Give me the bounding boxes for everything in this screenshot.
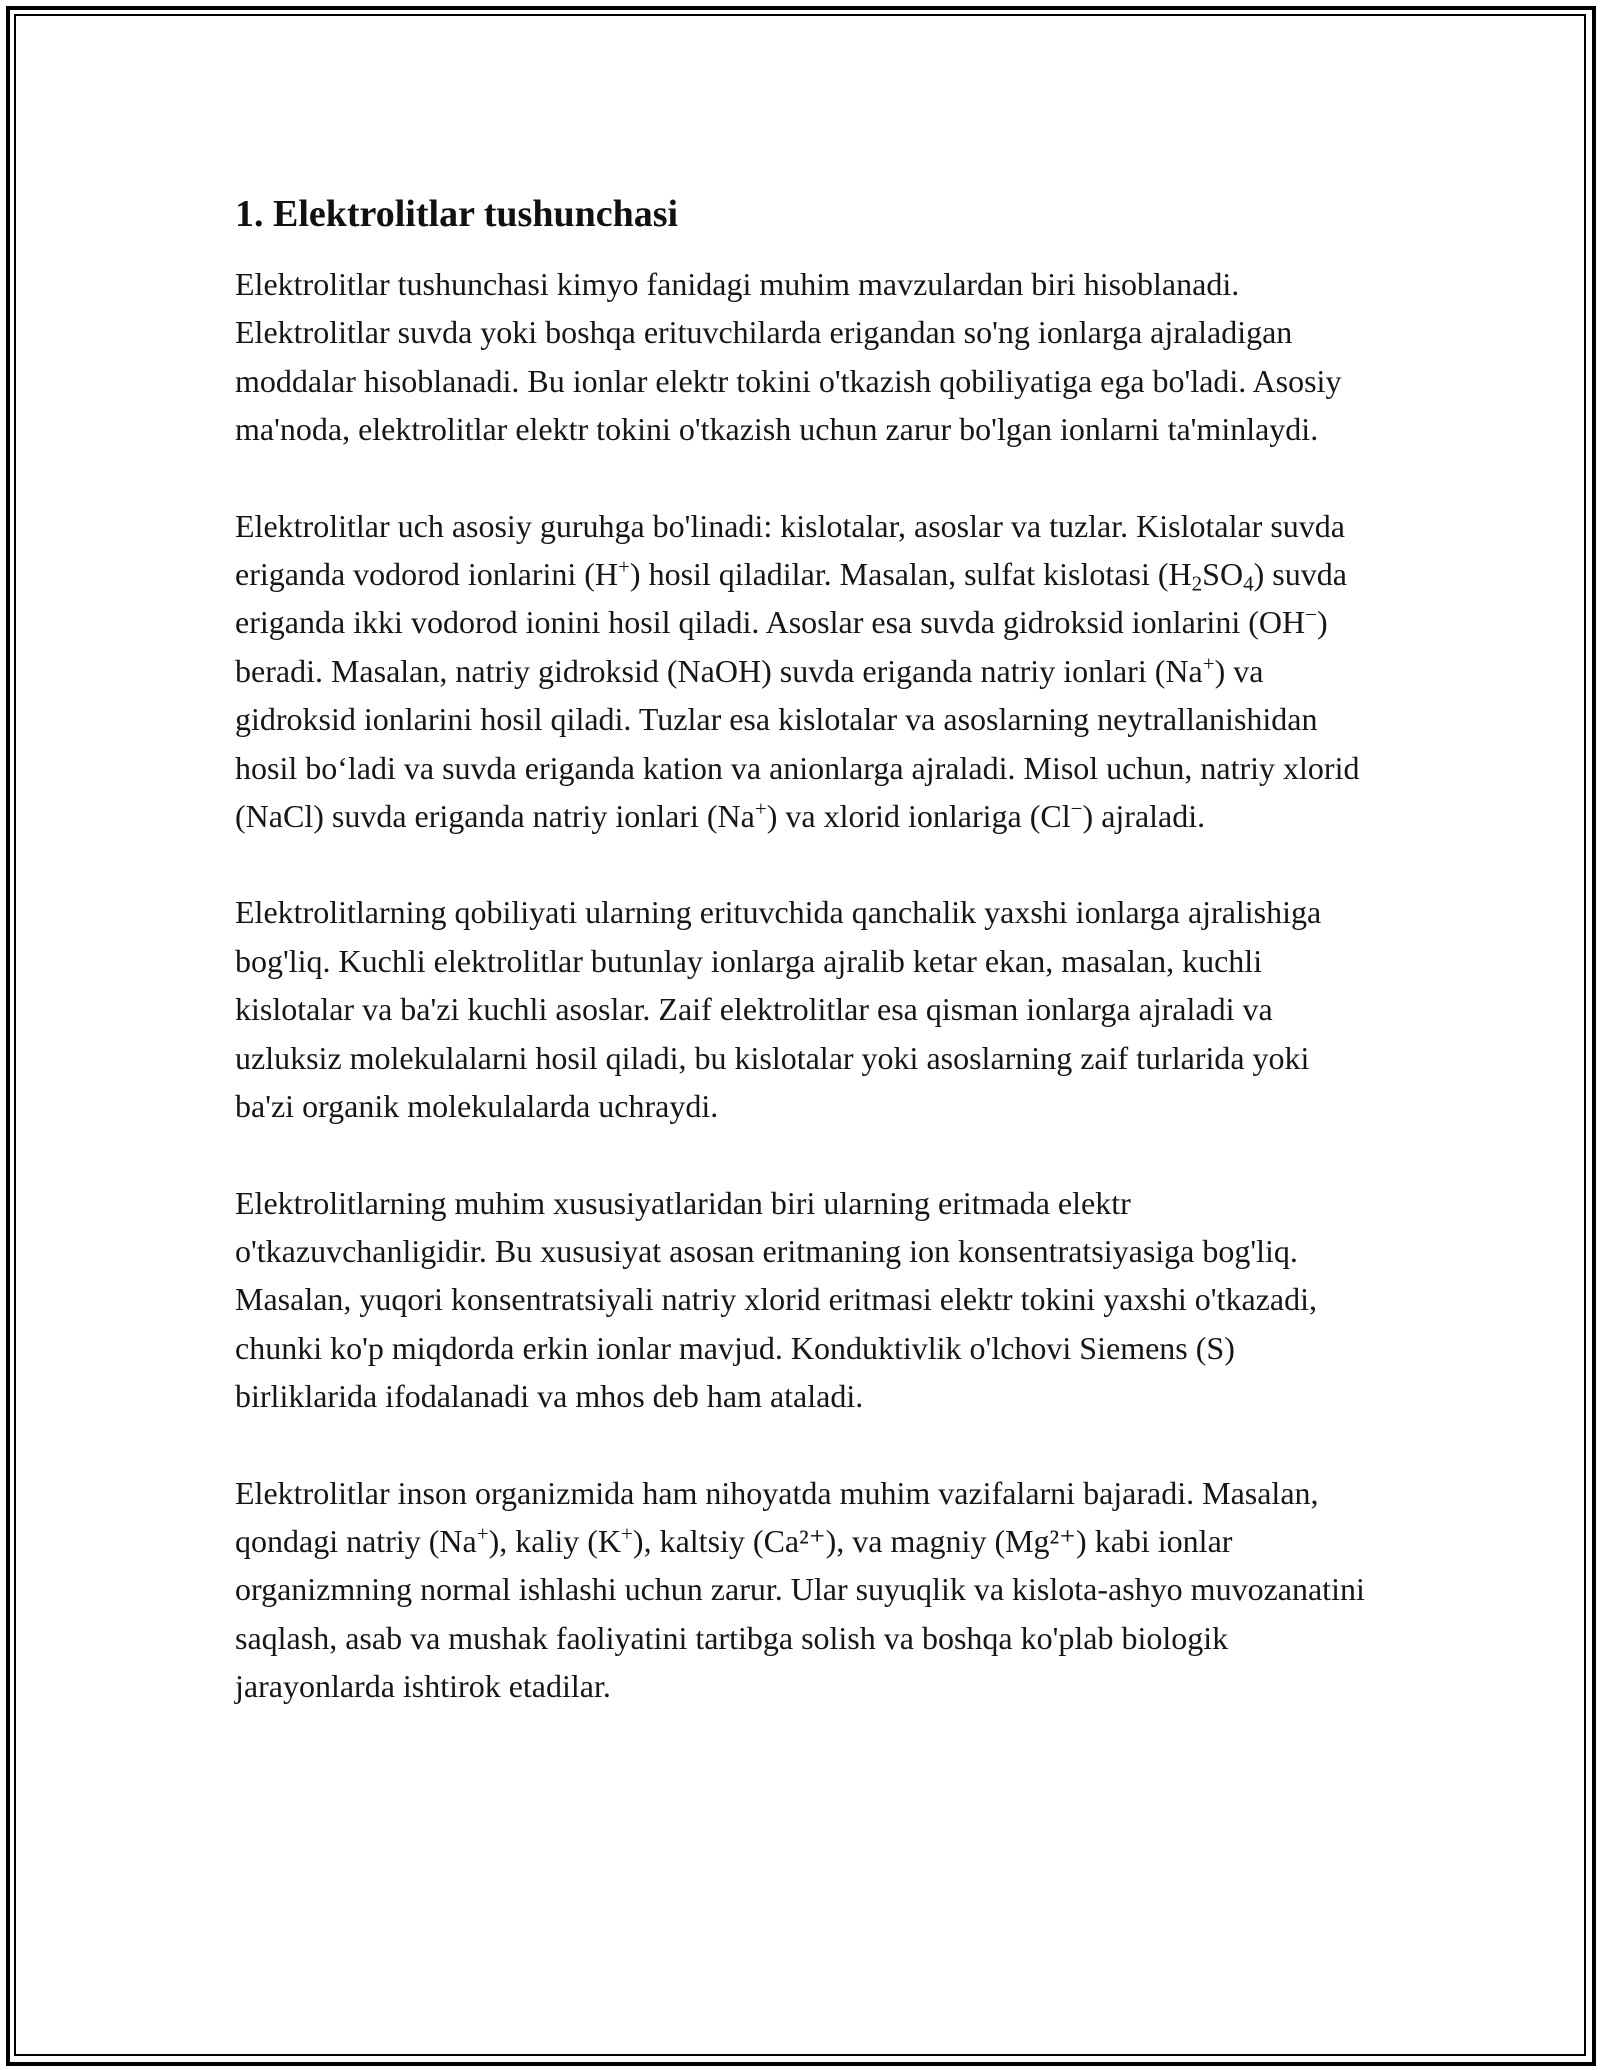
superscript: + xyxy=(621,1521,633,1546)
text-run: ) va xlorid ionlariga (Cl xyxy=(766,798,1071,835)
document-body xyxy=(235,188,1370,1759)
text-run: ), kaliy (K xyxy=(488,1522,622,1559)
subscript: 4 xyxy=(1243,571,1254,596)
paragraph-strength: Elektrolitlarning qobiliyati ularning erituvchida qanchalik yaxshi ionlarga ajralishiga bog'liq. Kuchli elektrolitlar butunlay ionlarga ajralib ketar ekan, masalan, kuchli kislotalar va ba'zi kuchli asoslar. Zaif elektrolitlar esa qisman ionlarga ajraladi va uzluksiz molekulalarni hosil qiladi, bu kislotalar yoki asoslarning zaif turlarida yoki ba'zi organik molekulalarda uchraydi. xyxy=(235,894,1322,1125)
paragraph-groups xyxy=(235,502,1370,841)
superscript: + xyxy=(754,796,767,821)
text-run: ) suvda eriganda ikki vodorod ionini hosil qiladi. Asoslar esa suvda gidroksid ionlarini (OH xyxy=(235,556,1347,641)
text-run: Elektrolitlar inson organizmida ham nihoyatda muhim vazifalarni bajaradi. Masalan, qondagi natriy (Na xyxy=(235,1474,1319,1559)
superscript: − xyxy=(1305,602,1317,627)
paragraph-intro: Elektrolitlar tushunchasi kimyo fanidagi muhim mavzulardan biri hisoblanadi. Elektrolitlar suvda yoki boshqa erituvchilarda erigandan so'ng ionlarga ajraladigan moddalar hisoblanadi. Bu ionlar elektr tokini o'tkazish qobiliyatiga ega bo'ladi. Asosiy ma'noda, elektrolitlar elektr tokini o'tkazish uchun zarur bo'lgan ionlarni ta'minlaydi. xyxy=(235,266,1342,448)
text-run: ) va gidroksid ionlarini hosil qiladi. Tuzlar esa kislotalar va asoslarning neytrallanishidan hosil bo‘ladi va suvda eriganda kation va anionlarga ajraladi. Misol uchun, natriy xlorid (NaCl) suvda eriganda natriy ionlari (Na xyxy=(235,652,1360,835)
text-run: ) beradi. Masalan, natriy gidroksid (NaOH) suvda eriganda natriy ionlari (Na xyxy=(235,604,1328,689)
section-heading: 1. Elektrolitlar tushunchasi xyxy=(235,193,679,235)
text-run: SO xyxy=(1202,556,1244,593)
text-run: ) hosil qiladilar. Masalan, sulfat kislotasi (H xyxy=(629,556,1192,593)
superscript: + xyxy=(1202,651,1215,676)
text-run: ), kaltsiy (Ca²⁺), va magniy (Mg²⁺) kabi ionlar organizmning normal ishlashi uchun zarur. Ular suyuqlik va kislota-ashyo muvozanatini saqlash, asab va mushak faoliyatini tartibga solish va boshqa ko'plab biologik jarayonlarda ishtirok etadilar. xyxy=(235,1522,1365,1705)
text-run: ) ajraladi. xyxy=(1082,798,1206,835)
paragraph-conductivity: Elektrolitlarning muhim xususiyatlaridan biri ularning eritmada elektr o'tkazuvchanligidir. Bu xususiyat asosan eritmaning ion konsentratsiyasiga bog'liq. Masalan, yuqori konsentratsiyali natriy xlorid eritmasi elektr tokini yaxshi o'tkazadi, chunki ko'p miqdorda erkin ionlar mavjud. Konduktivlik o'lchovi Siemens (S) birliklarida ifodalanadi va mhos deb ham ataladi. xyxy=(235,1184,1317,1415)
text-run: Elektrolitlar uch asosiy guruhga bo'linadi: kislotalar, asoslar va tuzlar. Kislotalar suvda eriganda vodorod ionlarini (H xyxy=(235,507,1345,593)
superscript: − xyxy=(1070,796,1083,821)
subscript: 2 xyxy=(1191,571,1203,596)
superscript: + xyxy=(618,554,630,579)
paragraph-body xyxy=(235,1469,1370,1711)
superscript: + xyxy=(476,1521,489,1546)
